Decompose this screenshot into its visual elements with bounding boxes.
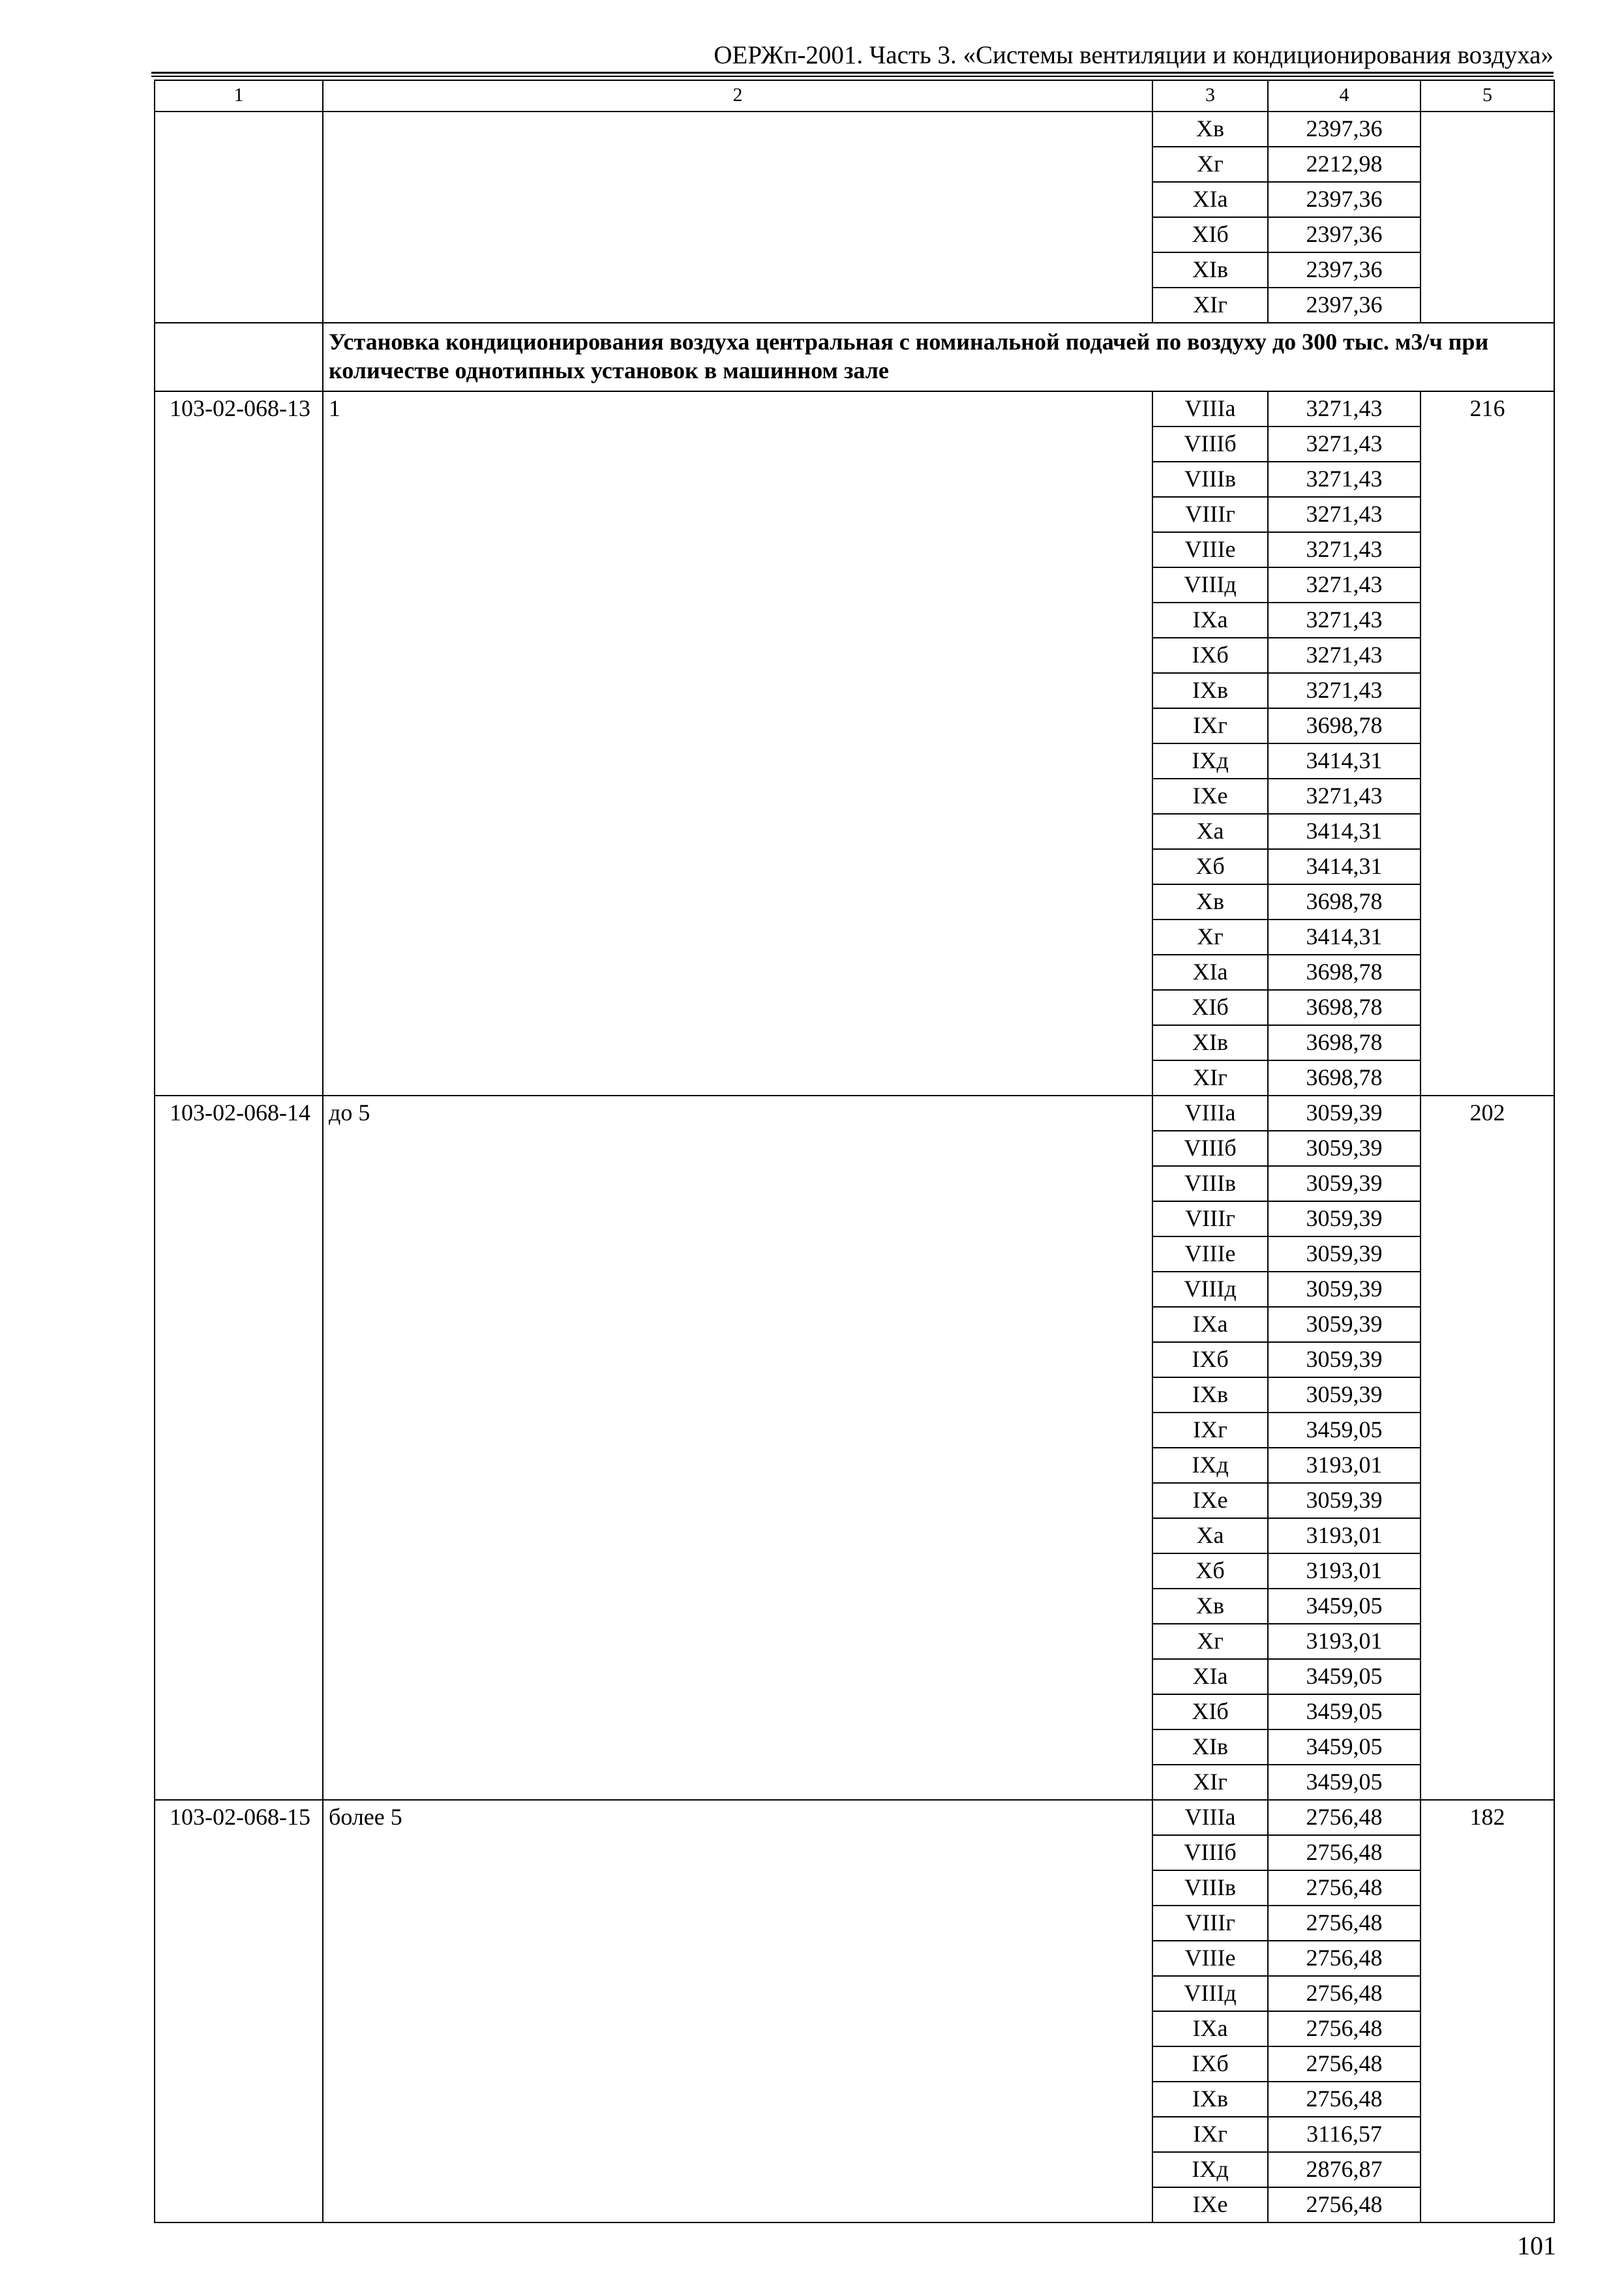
- price-cell: 3059,39: [1268, 1201, 1421, 1236]
- price-cell: 2756,48: [1268, 2046, 1421, 2082]
- price-cell: 3193,01: [1268, 1624, 1421, 1659]
- zone-cell: IXв: [1152, 1377, 1268, 1413]
- item-code: 103-02-068-14: [155, 1096, 323, 1800]
- zone-cell: XIв: [1152, 1729, 1268, 1765]
- price-cell: 3193,01: [1268, 1448, 1421, 1483]
- zone-cell: XIг: [1152, 1060, 1268, 1096]
- zone-cell: Xб: [1152, 1553, 1268, 1589]
- price-cell: 3698,78: [1268, 990, 1421, 1025]
- price-cell: 3459,05: [1268, 1659, 1421, 1694]
- zone-cell: VIIIд: [1152, 567, 1268, 603]
- zone-cell: Xг: [1152, 920, 1268, 955]
- zone-cell: IXв: [1152, 2082, 1268, 2117]
- column-number: 1: [155, 80, 323, 112]
- price-cell: 3059,39: [1268, 1236, 1421, 1272]
- zone-cell: VIIIв: [1152, 462, 1268, 497]
- zone-cell: XIб: [1152, 217, 1268, 252]
- price-cell: 3271,43: [1268, 638, 1421, 673]
- zone-cell: IXг: [1152, 1413, 1268, 1448]
- price-cell: 2756,48: [1268, 2011, 1421, 2046]
- section-row: [155, 323, 1554, 391]
- price-cell: 3059,39: [1268, 1096, 1421, 1131]
- price-cell: 3271,43: [1268, 673, 1421, 708]
- zone-cell: VIIIа: [1152, 1096, 1268, 1131]
- header-rule-thin: [151, 76, 1554, 77]
- zone-cell: XIг: [1152, 1765, 1268, 1800]
- price-cell: 3193,01: [1268, 1518, 1421, 1553]
- zone-cell: IXа: [1152, 2011, 1268, 2046]
- column-number: 5: [1421, 80, 1554, 112]
- price-cell: 3698,78: [1268, 1060, 1421, 1096]
- price-cell: 3459,05: [1268, 1589, 1421, 1624]
- price-cell: 3271,43: [1268, 497, 1421, 532]
- price-cell: 3059,39: [1268, 1342, 1421, 1377]
- zone-cell: Xв: [1152, 1589, 1268, 1624]
- zone-cell: XIа: [1152, 1659, 1268, 1694]
- zone-cell: VIIIе: [1152, 1236, 1268, 1272]
- zone-cell: IXг: [1152, 2117, 1268, 2152]
- header-rule: [151, 72, 1554, 74]
- price-cell: 3059,39: [1268, 1483, 1421, 1518]
- price-cell: 3059,39: [1268, 1272, 1421, 1307]
- price-cell: 2756,48: [1268, 1906, 1421, 1941]
- column-number: 4: [1268, 80, 1421, 112]
- price-cell: 3059,39: [1268, 1307, 1421, 1342]
- price-cell: 3271,43: [1268, 391, 1421, 426]
- price-cell: 3271,43: [1268, 603, 1421, 638]
- price-cell: 3271,43: [1268, 462, 1421, 497]
- item-value: 182: [1421, 1800, 1554, 2222]
- zone-cell: VIIIв: [1152, 1870, 1268, 1906]
- zone-cell: Xб: [1152, 849, 1268, 884]
- zone-cell: XIв: [1152, 1025, 1268, 1060]
- description-cell: [323, 112, 1152, 323]
- price-cell: 3414,31: [1268, 849, 1421, 884]
- page-number: 101: [1517, 2231, 1556, 2260]
- price-cell: 3059,39: [1268, 1166, 1421, 1201]
- price-cell: 3271,43: [1268, 532, 1421, 567]
- column-number: 2: [323, 80, 1152, 112]
- code-cell: [155, 323, 323, 391]
- item-code: 103-02-068-13: [155, 391, 323, 1096]
- zone-cell: IXд: [1152, 1448, 1268, 1483]
- code-cell: [155, 112, 323, 323]
- zone-cell: XIг: [1152, 288, 1268, 323]
- zone-cell: IXг: [1152, 708, 1268, 743]
- price-cell: 2397,36: [1268, 112, 1421, 147]
- zone-cell: Xв: [1152, 884, 1268, 920]
- table-row: [155, 391, 1554, 426]
- price-cell: 3414,31: [1268, 920, 1421, 955]
- price-cell: 3414,31: [1268, 814, 1421, 849]
- zone-cell: XIб: [1152, 1694, 1268, 1729]
- zone-cell: IXб: [1152, 2046, 1268, 2082]
- table-row: [155, 112, 1554, 147]
- price-cell: 3271,43: [1268, 567, 1421, 603]
- item-value: 202: [1421, 1096, 1554, 1800]
- rates-table: [154, 80, 1555, 2223]
- column-number: 3: [1152, 80, 1268, 112]
- price-cell: 3698,78: [1268, 955, 1421, 990]
- price-cell: 3059,39: [1268, 1377, 1421, 1413]
- zone-cell: Xв: [1152, 112, 1268, 147]
- zone-cell: Xг: [1152, 147, 1268, 182]
- zone-cell: IXе: [1152, 779, 1268, 814]
- price-cell: 3459,05: [1268, 1413, 1421, 1448]
- zone-cell: IXв: [1152, 673, 1268, 708]
- price-cell: 2756,48: [1268, 1976, 1421, 2011]
- item-value: 216: [1421, 391, 1554, 1096]
- zone-cell: IXа: [1152, 603, 1268, 638]
- table-row: [155, 1800, 1554, 1835]
- rates-table-body: [155, 80, 1554, 2222]
- price-cell: 3414,31: [1268, 743, 1421, 779]
- zone-cell: XIв: [1152, 252, 1268, 288]
- zone-cell: XIа: [1152, 955, 1268, 990]
- zone-cell: Xа: [1152, 1518, 1268, 1553]
- item-description: до 5: [323, 1096, 1152, 1800]
- price-cell: 3698,78: [1268, 708, 1421, 743]
- item-description: 1: [323, 391, 1152, 1096]
- price-cell: 3459,05: [1268, 1765, 1421, 1800]
- table-row: [155, 1096, 1554, 1131]
- page-header-title: ОЕРЖп-2001. Часть 3. «Системы вентиляции и кондиционирования воздуха»: [714, 41, 1554, 69]
- price-cell: 2212,98: [1268, 147, 1421, 182]
- zone-cell: VIIIе: [1152, 532, 1268, 567]
- zone-cell: XIа: [1152, 182, 1268, 217]
- zone-cell: VIIIа: [1152, 1800, 1268, 1835]
- price-cell: 3271,43: [1268, 426, 1421, 462]
- zone-cell: IXб: [1152, 1342, 1268, 1377]
- price-cell: 3698,78: [1268, 884, 1421, 920]
- zone-cell: VIIIг: [1152, 497, 1268, 532]
- zone-cell: IXе: [1152, 1483, 1268, 1518]
- zone-cell: IXд: [1152, 743, 1268, 779]
- item-description: более 5: [323, 1800, 1152, 2222]
- zone-cell: VIIIа: [1152, 391, 1268, 426]
- price-cell: 2756,48: [1268, 1941, 1421, 1976]
- zone-cell: VIIIг: [1152, 1201, 1268, 1236]
- section-title: Установка кондиционирования воздуха центральная с номинальной подачей по воздуху до 300 тыс. м3/ч при количестве однотипных установок в машинном зале: [323, 323, 1554, 391]
- price-cell: 3193,01: [1268, 1553, 1421, 1589]
- price-cell: 2756,48: [1268, 2082, 1421, 2117]
- zone-cell: Xа: [1152, 814, 1268, 849]
- price-cell: 2397,36: [1268, 217, 1421, 252]
- zone-cell: VIIIб: [1152, 1835, 1268, 1870]
- price-cell: 2397,36: [1268, 252, 1421, 288]
- zone-cell: VIIIд: [1152, 1976, 1268, 2011]
- price-cell: 3271,43: [1268, 779, 1421, 814]
- price-cell: 2756,48: [1268, 1870, 1421, 1906]
- zone-cell: VIIIг: [1152, 1906, 1268, 1941]
- item-code: 103-02-068-15: [155, 1800, 323, 2222]
- zone-cell: VIIIв: [1152, 1166, 1268, 1201]
- price-cell: 3116,57: [1268, 2117, 1421, 2152]
- zone-cell: VIIIб: [1152, 426, 1268, 462]
- zone-cell: IXд: [1152, 2152, 1268, 2187]
- price-cell: 2756,48: [1268, 1835, 1421, 1870]
- column-number-row: [155, 80, 1554, 112]
- value-cell: [1421, 112, 1554, 323]
- price-cell: 2876,87: [1268, 2152, 1421, 2187]
- zone-cell: IXе: [1152, 2187, 1268, 2222]
- price-cell: 3059,39: [1268, 1131, 1421, 1166]
- price-cell: 2756,48: [1268, 2187, 1421, 2222]
- zone-cell: VIIIе: [1152, 1941, 1268, 1976]
- zone-cell: Xг: [1152, 1624, 1268, 1659]
- price-cell: 2397,36: [1268, 288, 1421, 323]
- price-cell: 2756,48: [1268, 1800, 1421, 1835]
- zone-cell: IXа: [1152, 1307, 1268, 1342]
- zone-cell: VIIIд: [1152, 1272, 1268, 1307]
- price-cell: 3459,05: [1268, 1694, 1421, 1729]
- price-cell: 3698,78: [1268, 1025, 1421, 1060]
- zone-cell: VIIIб: [1152, 1131, 1268, 1166]
- price-cell: 3459,05: [1268, 1729, 1421, 1765]
- price-cell: 2397,36: [1268, 182, 1421, 217]
- zone-cell: XIб: [1152, 990, 1268, 1025]
- zone-cell: IXб: [1152, 638, 1268, 673]
